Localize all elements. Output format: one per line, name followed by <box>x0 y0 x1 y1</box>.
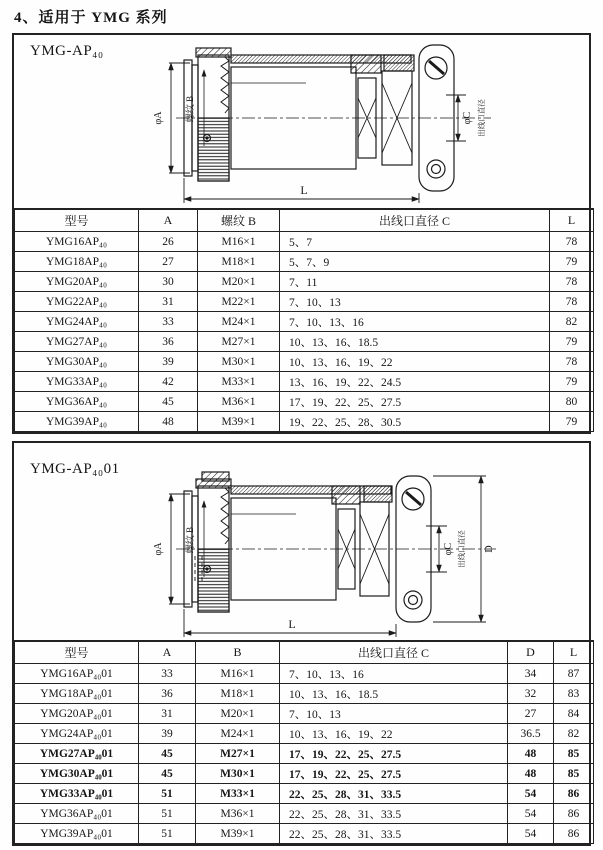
table-cell: YMG27AP₄₀01 <box>15 744 139 764</box>
column-header: D <box>508 641 554 664</box>
table-cell: YMG22AP₄₀ <box>15 292 139 312</box>
section-label-ap40: YMG-AP₄₀ <box>30 43 104 59</box>
dim-label-l: L <box>288 617 296 631</box>
table-cell: 79 <box>550 372 594 392</box>
table-cell: YMG33AP₄₀01 <box>15 784 139 804</box>
table-cell: M16×1 <box>198 232 280 252</box>
top-cap-hatch <box>196 48 231 57</box>
table-cell: 82 <box>550 312 594 332</box>
table-cell: 45 <box>139 744 196 764</box>
table-cell: 83 <box>554 684 594 704</box>
table-cell: M24×1 <box>196 724 280 744</box>
dim-label-outlet: 出线口直径 <box>477 99 486 137</box>
table-row <box>15 764 594 784</box>
table-cell: 85 <box>554 764 594 784</box>
table-cell: 36 <box>139 684 196 704</box>
table-cell: 51 <box>139 784 196 804</box>
table-row <box>15 804 594 824</box>
dim-label-thread-b: 螺纹 B <box>185 526 195 554</box>
table-row <box>15 292 594 312</box>
table-cell: 22、25、28、31、33.5 <box>280 804 508 824</box>
connector-drawing-ap4001 <box>136 471 504 645</box>
spec-table-ap4001 <box>14 640 594 844</box>
table-cell: YMG36AP₄₀ <box>15 392 139 412</box>
table-cell: 78 <box>550 292 594 312</box>
knurl-texture <box>198 549 229 612</box>
section-ymg-ap40 <box>12 33 591 434</box>
screw-slot <box>429 61 444 74</box>
table-cell: 10、13、16、19、22 <box>280 724 508 744</box>
table-cell: 84 <box>554 704 594 724</box>
table-cell: YMG39AP₄₀01 <box>15 824 139 844</box>
table-cell: 27 <box>508 704 554 724</box>
table-cell: 78 <box>550 232 594 252</box>
connector-drawing-ap40 <box>136 43 496 213</box>
column-header: A <box>139 641 196 664</box>
table-cell: 32 <box>508 684 554 704</box>
table-row <box>15 784 594 804</box>
dim-label-phi-a: φA <box>153 542 164 556</box>
table-cell: M18×1 <box>196 684 280 704</box>
table-row <box>15 372 594 392</box>
column-header: 出线口直径 C <box>280 641 508 664</box>
table-row <box>15 252 594 272</box>
table-cell: M30×1 <box>198 352 280 372</box>
column-header: 型号 <box>15 209 139 232</box>
table-cell: 39 <box>139 352 198 372</box>
dim-label-outlet: 出线口直径 <box>457 530 466 568</box>
dim-label-phi-a: φA <box>153 111 164 125</box>
table-cell: M39×1 <box>198 412 280 432</box>
clamp-hatch-block <box>332 486 360 504</box>
table-cell: 17、19、22、25、27.5 <box>280 392 550 412</box>
table-cell: 7、10、13 <box>280 292 550 312</box>
table-cell: 48 <box>139 412 198 432</box>
table-cell: M18×1 <box>198 252 280 272</box>
table-cell: 10、13、16、18.5 <box>280 332 550 352</box>
header-row <box>15 641 594 664</box>
table-cell: 45 <box>139 764 196 784</box>
table-row <box>15 684 594 704</box>
table-cell: 7、10、13、16 <box>280 312 550 332</box>
table-cell: 86 <box>554 824 594 844</box>
dim-label-phi-c: φC <box>462 111 473 125</box>
table-cell: 10、13、16、18.5 <box>280 684 508 704</box>
clamp-hatch-block <box>351 55 381 73</box>
table-row <box>15 232 594 252</box>
spec-table-ap40 <box>14 208 594 432</box>
table-cell: 7、10、13、16 <box>280 664 508 684</box>
table-cell: YMG16AP₄₀ <box>15 232 139 252</box>
table-row <box>15 664 594 684</box>
table-cell: 36 <box>139 332 198 352</box>
thread-zigzag <box>221 488 229 544</box>
dim-label-thread-b: 螺纹 B <box>185 95 195 123</box>
flange-hole-icon <box>427 160 445 178</box>
gland-hatch-block <box>364 486 392 502</box>
table-cell: 31 <box>139 704 196 724</box>
column-header: L <box>550 209 594 232</box>
column-header: 型号 <box>15 641 139 664</box>
table-cell: 54 <box>508 804 554 824</box>
table-row <box>15 352 594 372</box>
table-cell: 22、25、28、31、33.5 <box>280 784 508 804</box>
table-row <box>15 392 594 412</box>
table-cell: M30×1 <box>196 764 280 784</box>
section-ymg-ap4001 <box>12 441 591 846</box>
table-cell: 17、19、22、25、27.5 <box>280 764 508 784</box>
table-cell: 85 <box>554 744 594 764</box>
gland-hatch-block <box>384 55 414 71</box>
table-cell: YMG36AP₄₀01 <box>15 804 139 824</box>
table-cell: YMG24AP₄₀ <box>15 312 139 332</box>
table-row <box>15 412 594 432</box>
table-row <box>15 724 594 744</box>
table-cell: 54 <box>508 824 554 844</box>
table-cell: 26 <box>139 232 198 252</box>
table-cell: 45 <box>139 392 198 412</box>
table-cell: YMG18AP₄₀ <box>15 252 139 272</box>
table-cell: 34 <box>508 664 554 684</box>
column-header: A <box>139 209 198 232</box>
table-cell: YMG18AP₄₀01 <box>15 684 139 704</box>
column-header: 螺纹 B <box>198 209 280 232</box>
table-cell: 10、13、16、19、22 <box>280 352 550 372</box>
connector-body <box>184 472 431 622</box>
table-cell: 87 <box>554 664 594 684</box>
table-row <box>15 824 594 844</box>
page-title: 4、适用于 YMG 系列 <box>14 10 168 26</box>
table-cell: M20×1 <box>198 272 280 292</box>
table-cell: M33×1 <box>196 784 280 804</box>
table-cell: YMG24AP₄₀01 <box>15 724 139 744</box>
knurl-texture <box>198 118 229 181</box>
table-row <box>15 704 594 724</box>
column-header: L <box>554 641 594 664</box>
table-cell: 17、19、22、25、27.5 <box>280 744 508 764</box>
thread-zigzag <box>221 57 229 113</box>
table-cell: 80 <box>550 392 594 412</box>
table-cell: 7、10、13 <box>280 704 508 724</box>
column-header: B <box>196 641 280 664</box>
table-cell: 48 <box>508 744 554 764</box>
table-cell: YMG20AP₄₀01 <box>15 704 139 724</box>
top-cap-hatch2 <box>196 479 231 488</box>
table-cell: 22、25、28、31、33.5 <box>280 824 508 844</box>
table-row <box>15 312 594 332</box>
table-row <box>15 272 594 292</box>
column-header: 出线口直径 C <box>280 209 550 232</box>
table-cell: 51 <box>139 804 196 824</box>
table-cell: 86 <box>554 804 594 824</box>
table-cell: 36.5 <box>508 724 554 744</box>
table-cell: 51 <box>139 824 196 844</box>
header-row <box>15 209 594 232</box>
table-cell: YMG20AP₄₀ <box>15 272 139 292</box>
table-cell: 78 <box>550 352 594 372</box>
table-cell: M36×1 <box>196 804 280 824</box>
table-cell: 33 <box>139 312 198 332</box>
table-cell: 79 <box>550 252 594 272</box>
table-cell: 31 <box>139 292 198 312</box>
table-cell: 27 <box>139 252 198 272</box>
table-cell: 79 <box>550 412 594 432</box>
table-cell: 19、22、25、28、30.5 <box>280 412 550 432</box>
table-cell: YMG16AP₄₀01 <box>15 664 139 684</box>
table-cell: 5、7 <box>280 232 550 252</box>
table-cell: M24×1 <box>198 312 280 332</box>
dim-label-l: L <box>300 183 308 197</box>
table-cell: 79 <box>550 332 594 352</box>
table-cell: M36×1 <box>198 392 280 412</box>
table-cell: 78 <box>550 272 594 292</box>
table-cell: 48 <box>508 764 554 784</box>
section-label-ap4001: YMG-AP₄₀01 <box>30 461 120 477</box>
table-cell: 39 <box>139 724 196 744</box>
screw-slot <box>406 492 421 505</box>
table-cell: 54 <box>508 784 554 804</box>
table-cell: M20×1 <box>196 704 280 724</box>
table-cell: M33×1 <box>198 372 280 392</box>
table-cell: 13、16、19、22、24.5 <box>280 372 550 392</box>
table-cell: 30 <box>139 272 198 292</box>
dim-label-d: D <box>484 545 495 553</box>
table-cell: YMG33AP₄₀ <box>15 372 139 392</box>
table-row <box>15 744 594 764</box>
table-cell: M22×1 <box>198 292 280 312</box>
table-cell: 5、7、9 <box>280 252 550 272</box>
table-cell: YMG39AP₄₀ <box>15 412 139 432</box>
table-cell: 86 <box>554 784 594 804</box>
table-cell: M16×1 <box>196 664 280 684</box>
table-cell: 33 <box>139 664 196 684</box>
table-cell: M27×1 <box>198 332 280 352</box>
table-cell: YMG30AP₄₀01 <box>15 764 139 784</box>
table-cell: YMG30AP₄₀ <box>15 352 139 372</box>
table-cell: 82 <box>554 724 594 744</box>
flange-hole-icon <box>404 591 422 609</box>
table-row <box>15 332 594 352</box>
table-cell: M39×1 <box>196 824 280 844</box>
table-cell: M27×1 <box>196 744 280 764</box>
dim-label-phi-c: φC <box>443 542 454 556</box>
table-cell: 42 <box>139 372 198 392</box>
table-cell: 7、11 <box>280 272 550 292</box>
table-cell: YMG27AP₄₀ <box>15 332 139 352</box>
